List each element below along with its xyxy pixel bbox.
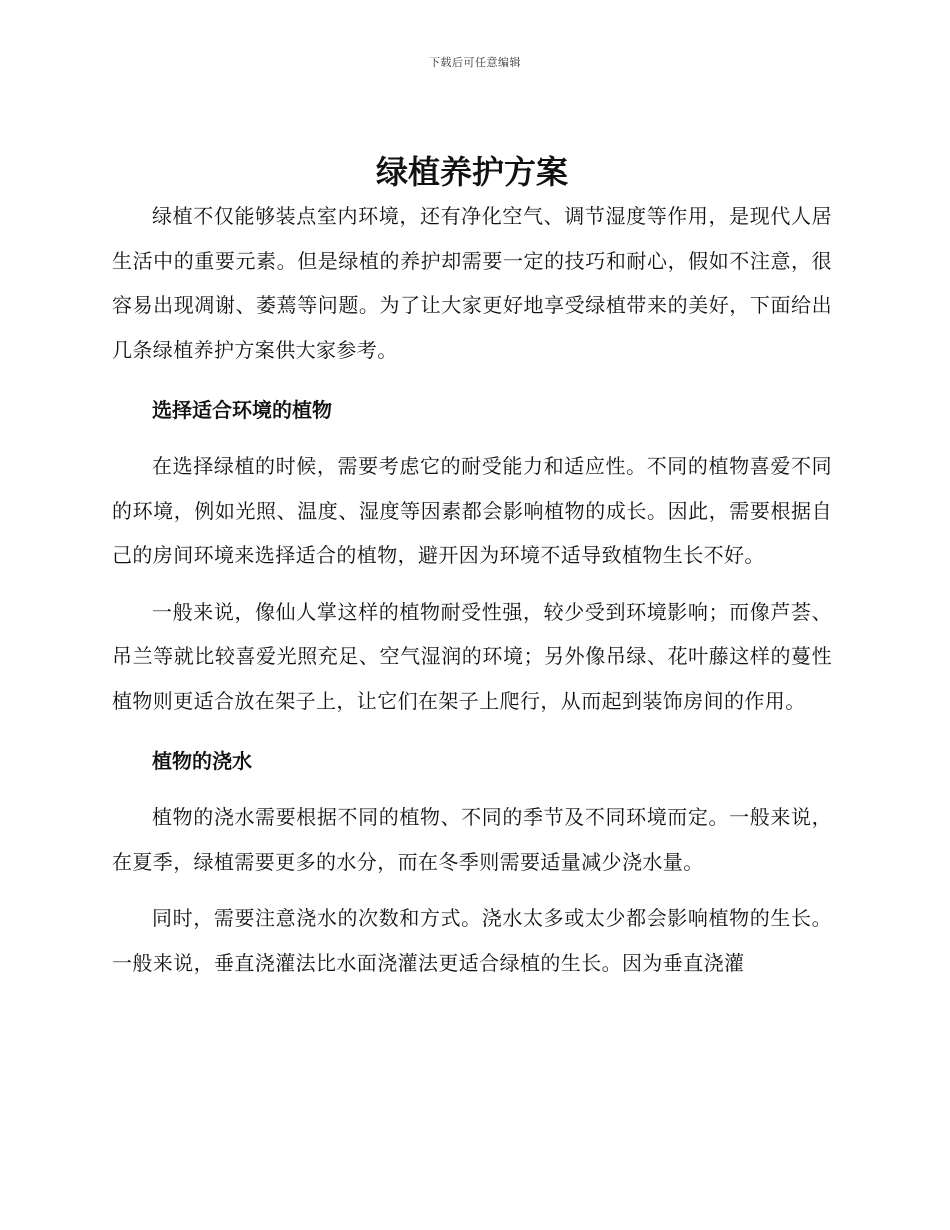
document-title: 绿植养护方案 xyxy=(375,153,568,191)
document-body xyxy=(112,150,832,985)
paragraph: 一般来说，像仙人掌这样的植物耐受性强，较少受到环境影响；而像芦荟、吊兰等就比较喜爱光照充足、空气湿润的环境；另外像吊绿、花叶藤这样的蔓性植物则更适合放在架子上，让它们在架子上爬行，从而起到装饰房间的作用。 xyxy=(112,599,832,713)
paragraph: 在选择绿植的时候，需要考虑它的耐受能力和适应性。不同的植物喜爱不同的环境，例如光照、温度、湿度等因素都会影响植物的成长。因此，需要根据自己的房间环境来选择适合的植物，避开因为环境不适导致植物生长不好。 xyxy=(112,454,832,567)
section-heading-plant-selection: 选择适合环境的植物 xyxy=(152,398,332,422)
section-heading-watering: 植物的浇水 xyxy=(152,749,252,773)
paragraph: 植物的浇水需要根据不同的植物、不同的季节及不同环境而定。一般来说，在夏季，绿植需要更多的水分，而在冬季则需要适量减少浇水量。 xyxy=(112,805,832,874)
intro-paragraph: 绿植不仅能够装点室内环境，还有净化空气、调节湿度等作用，是现代人居生活中的重要元素。但是绿植的养护却需要一定的技巧和耐心，假如不注意，很容易出现凋谢、萎蔫等问题。为了让大家更好地享受绿植带来的美好，下面给出几条绿植养护方案供大家参考。 xyxy=(112,204,832,362)
page-header-note: 下载后可任意编辑 xyxy=(429,56,521,69)
paragraph: 同时，需要注意浇水的次数和方式。浇水太多或太少都会影响植物的生长。一般来说，垂直浇灌法比水面浇灌法更适合绿植的生长。因为垂直浇灌 xyxy=(112,906,832,975)
